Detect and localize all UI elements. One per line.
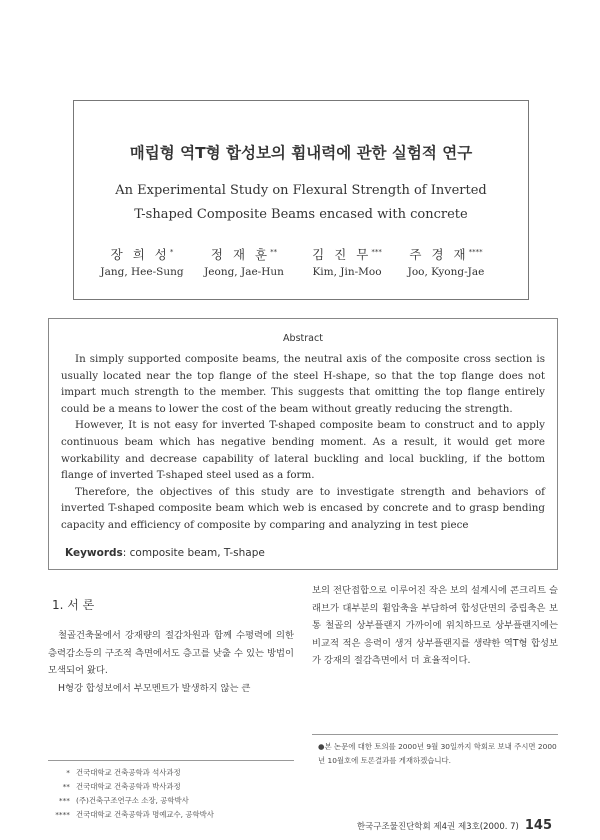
body-paragraph: H형강 합성보에서 부모멘트가 발생하지 않는 큰	[58, 682, 251, 694]
author-2-mark: **	[270, 247, 278, 256]
body-paragraph: 보의 전단접합으로 이루어진 작은 보의 설계시에 콘크리트 슬래브가 대부분의 휨압축을 부담하여 합성단면의 중립축은 보통 철골의 상부플랜지 가까이에 위치하므로 상부플랜지에는 비교적 적은 응력이 생겨 상부플랜지를 생략한 역T형 합성보가 강재의 절감측면에서 더 효율적이다.	[312, 585, 558, 666]
discussion-note: ●본 논문에 대한 토의를 2000년 9월 30일까지 학회로 보내 주시면 2000년 10월호에 토론결과를 게재하겠습니다.	[318, 742, 557, 765]
paper-title-english	[74, 179, 528, 227]
author-3-korean: 김 진 무	[312, 247, 372, 262]
author-1	[96, 245, 188, 278]
section-heading: 1. 서 론	[52, 598, 95, 612]
author-3-mark: ***	[371, 247, 382, 256]
page-footer	[357, 818, 552, 833]
author-list	[96, 245, 496, 285]
abstract-heading: Abstract	[283, 333, 323, 344]
journal-citation: 한국구조물진단학회 제4권 제3호(2000. 7)	[356, 822, 519, 832]
footnote: **** 건국대학교 건축공학과 명예교수, 공학박사	[55, 810, 214, 819]
author-2-english: Jeong, Jae-Hun	[204, 266, 284, 278]
author-4-english: Joo, Kyong-Jae	[407, 266, 485, 278]
abstract-box	[48, 318, 558, 570]
keywords	[65, 547, 265, 559]
author-3	[302, 245, 392, 278]
abstract-body	[61, 351, 545, 534]
footnote: *** (주)건축구조연구소 소장, 공학박사	[58, 796, 189, 805]
paper-title-english-line1: An Experimental Study on Flexural Strength of Inverted	[115, 183, 487, 198]
body-paragraph: 철골건축물에서 강재량의 절감차원과 함께 수평력에 의한 층력감소등의 구조적 측면에서도 층고를 낮출 수 있는 방법이 모색되어 왔다.	[48, 630, 294, 676]
abstract-paragraph: However, It is not easy for inverted T-shaped composite beam to construct and to apply continuous beam which has negative bending moment. As a result, it would get more workability and decrease capability of lateral buckling and local buckling, if the bottom flange of inverted T-shaped steel used as a form.	[61, 419, 545, 482]
footnote: * 건국대학교 건축공학과 석사과정	[66, 768, 181, 777]
abstract-paragraph: Therefore, the objectives of this study are to investigate strength and behaviors of inverted T-shaped composite beam which web is encased by concrete and to grasp bending capacity and efficiency of composite by comparing and analyzing in test piece	[61, 485, 545, 531]
author-2-korean: 정 재 훈	[210, 247, 271, 262]
note-divider	[312, 734, 558, 735]
body-column-right	[312, 582, 558, 670]
paper-title-english-line2: T-shaped Composite Beams encased with concrete	[134, 207, 468, 222]
author-1-korean: 장 희 성	[110, 247, 170, 262]
author-4-korean: 주 경 재	[409, 247, 469, 262]
keywords-value: : composite beam, T-shape	[122, 547, 265, 559]
footnotes	[48, 766, 294, 822]
author-4-mark: ****	[468, 247, 483, 256]
author-2	[192, 245, 296, 278]
keywords-label: Keywords	[65, 547, 123, 559]
author-1-english: Jang, Hee-Sung	[100, 266, 184, 278]
body-column-left	[48, 596, 294, 697]
footnote-divider	[48, 760, 294, 761]
abstract-paragraph: In simply supported composite beams, the neutral axis of the composite cross section is usually located near the top flange of the steel H-shape, so that the top flange does not impart much strength to the member. This suggests that omitting the top flange entirely could be a means to lower the cost of the beam without greatly reducing the strength.	[61, 353, 545, 415]
footnote: ** 건국대학교 건축공학과 박사과정	[62, 782, 181, 791]
author-3-english: Kim, Jin-Moo	[312, 266, 382, 278]
author-1-mark: *	[169, 247, 174, 256]
page-number: 145	[524, 818, 552, 833]
paper-title-korean: 매립형 역T형 합성보의 휨내력에 관한 실험적 연구	[129, 144, 473, 162]
author-4	[396, 245, 496, 278]
